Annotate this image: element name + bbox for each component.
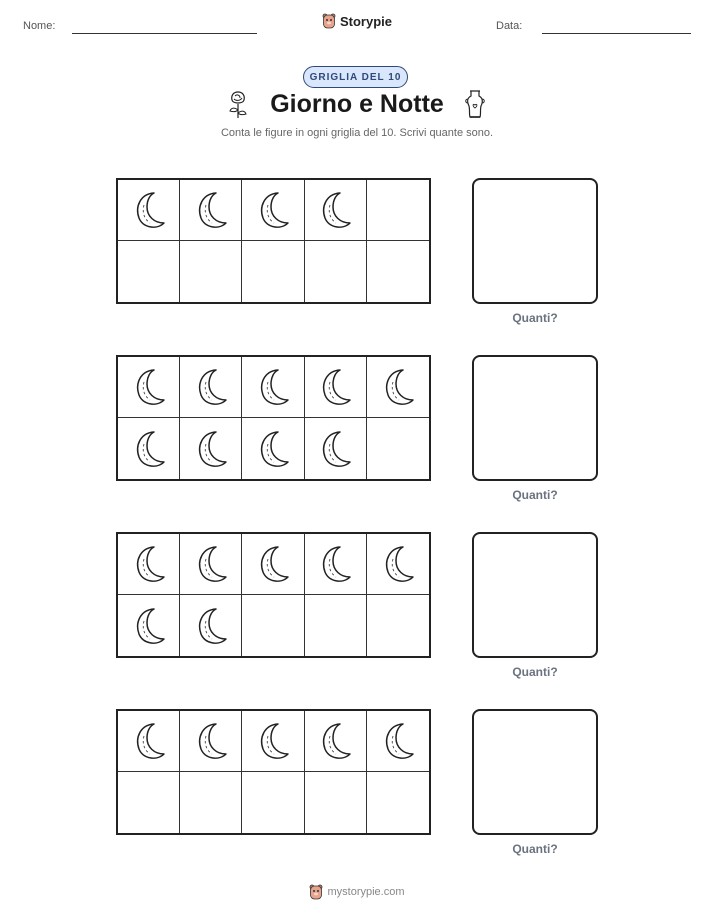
answer-label-2: Quanti? — [512, 488, 558, 502]
brand-logo — [0, 13, 714, 29]
date-label: Data: — [496, 20, 523, 32]
frame-cell — [305, 711, 367, 772]
frame-cell — [118, 180, 180, 241]
answer-box-2[interactable] — [472, 355, 598, 481]
bear-icon — [322, 13, 336, 29]
moon-icon — [191, 365, 231, 409]
frame-cell — [367, 595, 429, 656]
answer-box-4[interactable] — [472, 709, 598, 835]
frame-cell — [242, 534, 304, 595]
moon-icon — [191, 427, 231, 471]
answer-box-3[interactable] — [472, 532, 598, 658]
ten-frame-2 — [116, 355, 431, 481]
moon-icon — [315, 542, 355, 586]
frame-cell — [118, 711, 180, 772]
frame-cell — [242, 711, 304, 772]
moon-icon — [129, 188, 169, 232]
frame-cell — [367, 180, 429, 241]
moon-icon — [253, 365, 293, 409]
frame-cell — [367, 772, 429, 833]
frame-cell — [242, 180, 304, 241]
name-label: Nome: — [23, 20, 56, 32]
footer-url: mystorypie.com — [327, 886, 405, 898]
frame-cell — [118, 241, 180, 302]
ten-frame-1 — [116, 178, 431, 304]
frame-cell — [242, 418, 304, 479]
frame-cell — [305, 534, 367, 595]
frame-cell — [242, 595, 304, 656]
bear-icon — [309, 884, 323, 900]
frame-cell — [305, 180, 367, 241]
frame-cell — [180, 180, 242, 241]
moon-icon — [191, 604, 231, 648]
frame-cell — [305, 772, 367, 833]
moon-icon — [191, 188, 231, 232]
frame-cell — [180, 772, 242, 833]
frame-cell — [305, 595, 367, 656]
brand-name: Storypie — [339, 13, 392, 29]
frame-cell — [118, 418, 180, 479]
moon-icon — [129, 542, 169, 586]
footer — [0, 884, 714, 900]
moon-icon — [253, 542, 293, 586]
moon-icon — [378, 719, 418, 763]
moon-icon — [378, 365, 418, 409]
moon-icon — [129, 365, 169, 409]
frame-cell — [242, 772, 304, 833]
worksheet-type-badge: GRIGLIA DEL 10 — [303, 66, 408, 88]
frame-cell — [180, 241, 242, 302]
frame-cell — [242, 357, 304, 418]
moon-icon — [315, 719, 355, 763]
moon-icon — [253, 188, 293, 232]
answer-label-4: Quanti? — [512, 842, 558, 856]
moon-icon — [378, 542, 418, 586]
frame-cell — [367, 418, 429, 479]
answer-label-1: Quanti? — [512, 311, 558, 325]
frame-cell — [180, 711, 242, 772]
page-title: Giorno e Notte — [270, 90, 444, 118]
frame-cell — [242, 241, 304, 302]
moon-icon — [129, 719, 169, 763]
ten-frame-3 — [116, 532, 431, 658]
moon-icon — [315, 188, 355, 232]
frame-cell — [305, 241, 367, 302]
moon-icon — [315, 365, 355, 409]
moon-icon — [191, 719, 231, 763]
answer-box-1[interactable] — [472, 178, 598, 304]
frame-cell — [180, 418, 242, 479]
frame-cell — [118, 357, 180, 418]
frame-cell — [180, 357, 242, 418]
frame-cell — [367, 711, 429, 772]
frame-cell — [305, 418, 367, 479]
frame-cell — [367, 357, 429, 418]
frame-cell — [180, 534, 242, 595]
instructions: Conta le figure in ogni griglia del 10. Scrivi quante sono. — [220, 127, 494, 139]
frame-cell — [118, 595, 180, 656]
frame-cell — [180, 595, 242, 656]
moon-icon — [253, 427, 293, 471]
moon-icon — [315, 427, 355, 471]
moon-icon — [129, 427, 169, 471]
frame-cell — [118, 772, 180, 833]
frame-cell — [367, 241, 429, 302]
frame-cell — [118, 534, 180, 595]
frame-cell — [367, 534, 429, 595]
answer-label-3: Quanti? — [512, 665, 558, 679]
date-line[interactable] — [542, 33, 691, 34]
vase-icon — [464, 89, 486, 119]
moon-icon — [191, 542, 231, 586]
ten-frame-4 — [116, 709, 431, 835]
moon-icon — [253, 719, 293, 763]
moon-icon — [129, 604, 169, 648]
name-line[interactable] — [72, 33, 257, 34]
frame-cell — [305, 357, 367, 418]
